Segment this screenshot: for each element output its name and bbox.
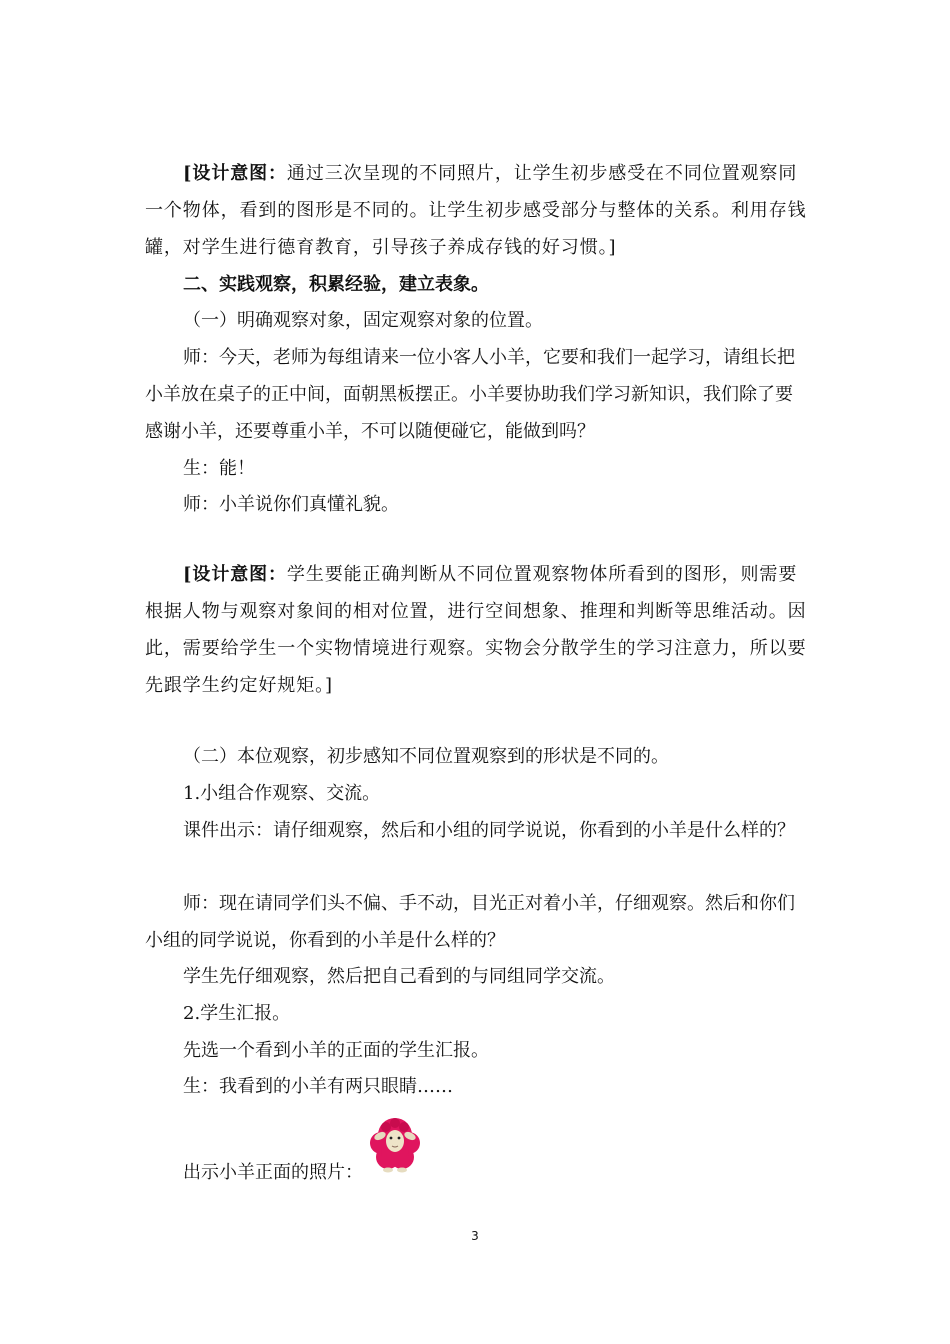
design-intent-label: [设计意图： — [183, 564, 287, 585]
step-1: 1.小组合作观察、交流。 — [183, 783, 381, 804]
step-2: 2.学生汇报。 — [183, 1003, 291, 1024]
student-reply-1: 生：能！ — [183, 458, 255, 479]
design-intent-text: 通过三次呈现的不同照片，让学生初步感受在不同位置观察同一个物体，看到的图形是不同的。让学生初步感受部分与整体的关系。利用存钱罐，对学生进行德育教育，引导孩子养成存钱的好习惯。] — [145, 163, 807, 258]
teacher-paragraph-3: 师：现在请同学们头不偏、手不动，目光正对着小羊，仔细观察。然后和你们小组的同学说说，你看到的小羊是什么样的？ — [145, 893, 795, 951]
photo-caption: 出示小羊正面的照片： — [183, 1162, 363, 1183]
design-intent-label: [设计意图： — [183, 163, 287, 184]
courseware-prompt: 课件出示：请仔细观察，然后和小组的同学说说，你看到的小羊是什么样的？ — [183, 820, 795, 841]
design-intent-note-1 — [145, 155, 807, 266]
page-number: 3 — [471, 1229, 479, 1243]
design-intent-note-2 — [145, 556, 807, 704]
teacher-paragraph-1: 师：今天，老师为每组请来一位小客人小羊，它要和我们一起学习，请组长把小羊放在桌子的正中间，面朝黑板摆正。小羊要协助我们学习新知识，我们除了要感谢小羊，还要尊重小羊，不可以随便碰它，能做到吗？ — [145, 347, 795, 442]
section-heading: 二、实践观察，积累经验，建立表象。 — [183, 274, 489, 295]
sub-heading-2: （二）本位观察，初步感知不同位置观察到的形状是不同的。 — [183, 746, 669, 767]
sheep-front-photo — [368, 1115, 422, 1173]
sub-heading-1: （一）明确观察对象，固定观察对象的位置。 — [183, 310, 543, 331]
report-first: 先选一个看到小羊的正面的学生汇报。 — [183, 1040, 489, 1061]
students-action: 学生先仔细观察，然后把自己看到的与同组同学交流。 — [183, 966, 615, 987]
design-intent-text: 学生要能正确判断从不同位置观察物体所看到的图形，则需要根据人物与观察对象间的相对位置，进行空间想象、推理和判断等思维活动。因此，需要给学生一个实物情境进行观察。实物会分散学生的学习注意力，所以要先跟学生约定好规矩。] — [145, 564, 807, 696]
teacher-paragraph-2: 师：小羊说你们真懂礼貌。 — [183, 494, 399, 515]
student-reply-2: 生：我看到的小羊有两只眼睛…… — [183, 1076, 453, 1097]
